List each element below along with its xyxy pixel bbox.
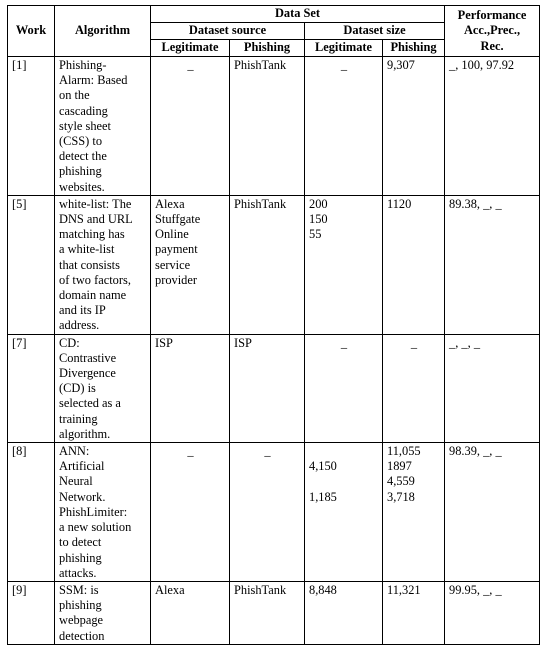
source-phishing-cell <box>230 581 305 644</box>
source-legitimate-cell <box>151 581 230 644</box>
source-legitimate-cell-line: Alexa <box>155 196 185 211</box>
algorithm-cell-line: detection <box>59 628 105 643</box>
size-phishing-cell-line: 11,321 <box>387 582 421 597</box>
size-phishing-cell <box>383 581 445 644</box>
algorithm-cell-line: white-list: The <box>59 196 132 211</box>
source-phishing-cell-line: _ <box>264 444 271 459</box>
size-phishing-cell-line: 1120 <box>387 196 412 211</box>
size-legitimate-cell <box>305 195 383 334</box>
source-phishing-cell-line: ISP <box>234 335 252 350</box>
algorithm-cell-line: Divergence <box>59 366 116 381</box>
size-phishing-cell-line: 9,307 <box>387 58 415 72</box>
algorithm-cell-line: training <box>59 411 98 426</box>
algorithm-cell-line: phishing <box>59 164 102 179</box>
algorithm-cell-line: ANN: <box>59 444 90 459</box>
algorithm-cell <box>55 581 151 644</box>
algorithm-cell-line: CD: <box>59 335 80 350</box>
work-cell <box>8 581 55 644</box>
table-row <box>8 195 540 334</box>
size-legitimate-cell <box>305 443 383 582</box>
size-legitimate-cell-line: 55 <box>309 227 322 242</box>
work-cell-text: [1] <box>12 58 27 72</box>
algorithm-cell-line: Alarm: Based <box>59 73 128 88</box>
performance-cell-text: 98.39, _, _ <box>449 444 502 459</box>
source-legitimate-cell-line: provider <box>155 272 197 287</box>
source-phishing-cell <box>230 443 305 582</box>
header-algorithm: Algorithm <box>55 6 151 57</box>
size-phishing-cell <box>383 334 445 442</box>
performance-cell <box>445 57 540 196</box>
size-legitimate-cell <box>305 57 383 196</box>
size-legitimate-cell-line: 4,150 <box>309 459 337 474</box>
algorithm-cell-line: (CD) is <box>59 381 96 396</box>
algorithm-cell-line: DNS and URL <box>59 212 133 227</box>
performance-cell <box>445 334 540 442</box>
algorithm-cell-line: domain name <box>59 288 127 303</box>
performance-cell-text: _, 100, 97.92 <box>449 58 515 72</box>
work-cell <box>8 334 55 442</box>
algorithm-cell <box>55 57 151 196</box>
source-phishing-cell <box>230 57 305 196</box>
performance-cell <box>445 581 540 644</box>
performance-cell-text: 89.38, _, _ <box>449 196 502 211</box>
header-performance-line3: Rec. <box>480 38 504 53</box>
algorithm-cell-line: Contrastive <box>59 350 117 365</box>
size-legitimate-cell-line: 200 <box>309 196 328 211</box>
header-dataset-source: Dataset source <box>151 23 305 40</box>
algorithm-cell-line: (CSS) to <box>59 134 103 149</box>
header-performance <box>445 6 540 57</box>
header-data-set: Data Set <box>151 6 445 23</box>
size-legitimate-cell-line <box>309 444 379 459</box>
size-phishing-cell <box>383 195 445 334</box>
source-legitimate-cell-line: Online <box>155 227 189 242</box>
work-cell-text: [7] <box>12 335 27 350</box>
algorithm-cell-line: phishing <box>59 550 102 565</box>
header-work: Work <box>8 6 55 57</box>
algorithm-cell-line: of two factors, <box>59 272 131 287</box>
algorithm-cell-line: Phishing- <box>59 58 107 72</box>
algorithm-cell-line: and its IP <box>59 303 106 318</box>
performance-cell <box>445 443 540 582</box>
source-legitimate-cell-line: Alexa <box>155 582 185 597</box>
source-legitimate-cell-line: _ <box>187 444 194 459</box>
algorithm-cell-line: matching has <box>59 227 125 242</box>
algorithm-cell-line: on the <box>59 88 90 103</box>
algorithm-cell-line: webpage <box>59 613 104 628</box>
size-phishing-cell-line: _ <box>410 335 418 350</box>
size-legitimate-cell-line <box>309 474 379 489</box>
header-source-phishing: Phishing <box>230 40 305 57</box>
algorithm-cell-line: algorithm. <box>59 426 111 441</box>
header-size-phishing: Phishing <box>383 40 445 57</box>
algorithm-cell-line: a white-list <box>59 242 115 257</box>
table-row <box>8 57 540 196</box>
size-phishing-cell-line: 1897 <box>387 459 412 474</box>
source-phishing-cell-line: PhishTank <box>234 196 287 211</box>
algorithm-cell <box>55 334 151 442</box>
algorithm-cell-line: phishing <box>59 598 102 613</box>
algorithm-cell-line: style sheet <box>59 118 111 133</box>
algorithm-cell-line: PhishLimiter: <box>59 504 128 519</box>
size-phishing-cell-line: 3,718 <box>387 489 415 504</box>
size-legitimate-cell-line: 1,185 <box>309 489 337 504</box>
work-cell-text: [9] <box>12 582 27 597</box>
source-legitimate-cell <box>151 57 230 196</box>
work-cell <box>8 57 55 196</box>
header-performance-line1: Performance <box>457 8 527 23</box>
size-phishing-cell <box>383 57 445 196</box>
table-row <box>8 443 540 582</box>
source-legitimate-cell <box>151 334 230 442</box>
comparison-table <box>7 5 540 645</box>
algorithm-cell-line: selected as a <box>59 396 121 411</box>
algorithm-cell-line: websites. <box>59 179 105 194</box>
size-legitimate-cell-line: _ <box>340 58 348 72</box>
size-legitimate-cell-line: 8,848 <box>309 582 337 597</box>
work-cell <box>8 195 55 334</box>
size-phishing-cell <box>383 443 445 582</box>
algorithm-cell-line: to detect <box>59 535 102 550</box>
algorithm-cell-line: that consists <box>59 257 120 272</box>
algorithm-cell-line: detect the <box>59 149 107 164</box>
algorithm-cell-line: Artificial <box>59 459 105 474</box>
source-legitimate-cell-line: payment <box>155 242 198 257</box>
algorithm-cell <box>55 195 151 334</box>
source-legitimate-cell <box>151 443 230 582</box>
performance-cell <box>445 195 540 334</box>
header-dataset-size: Dataset size <box>305 23 445 40</box>
source-legitimate-cell-line: _ <box>187 58 194 72</box>
work-cell-text: [5] <box>12 196 27 211</box>
work-cell-text: [8] <box>12 444 27 459</box>
algorithm-cell <box>55 443 151 582</box>
table-row <box>8 581 540 644</box>
algorithm-cell-line: Neural <box>59 474 93 489</box>
header-source-legitimate: Legitimate <box>151 40 230 57</box>
size-legitimate-cell <box>305 581 383 644</box>
size-phishing-cell-line: 4,559 <box>387 474 415 489</box>
table-row <box>8 334 540 442</box>
source-legitimate-cell <box>151 195 230 334</box>
source-legitimate-cell-line: Stuffgate <box>155 212 201 227</box>
source-phishing-cell <box>230 334 305 442</box>
algorithm-cell-line: address. <box>59 318 100 333</box>
performance-cell-text: 99.95, _, _ <box>449 582 502 597</box>
source-phishing-cell-line: PhishTank <box>234 582 287 597</box>
header-performance-line2: Acc.,Prec., <box>463 23 521 38</box>
size-legitimate-cell-line: 150 <box>309 212 328 227</box>
work-cell <box>8 443 55 582</box>
source-legitimate-cell-line: service <box>155 257 191 272</box>
algorithm-cell-line: a new solution <box>59 520 132 535</box>
source-legitimate-cell-line: ISP <box>155 335 173 350</box>
algorithm-cell-line: SSM: is <box>59 582 99 597</box>
size-legitimate-cell-line: _ <box>340 335 348 350</box>
header-size-legitimate: Legitimate <box>305 40 383 57</box>
performance-cell-text: _, _, _ <box>449 335 481 350</box>
source-phishing-cell-line: PhishTank <box>234 58 287 72</box>
size-phishing-cell-line: 11,055 <box>387 444 421 459</box>
table-body <box>8 57 540 645</box>
source-phishing-cell <box>230 195 305 334</box>
algorithm-cell-line: attacks. <box>59 565 97 580</box>
algorithm-cell-line: Network. <box>59 489 106 504</box>
algorithm-cell-line: cascading <box>59 103 108 118</box>
size-legitimate-cell <box>305 334 383 442</box>
